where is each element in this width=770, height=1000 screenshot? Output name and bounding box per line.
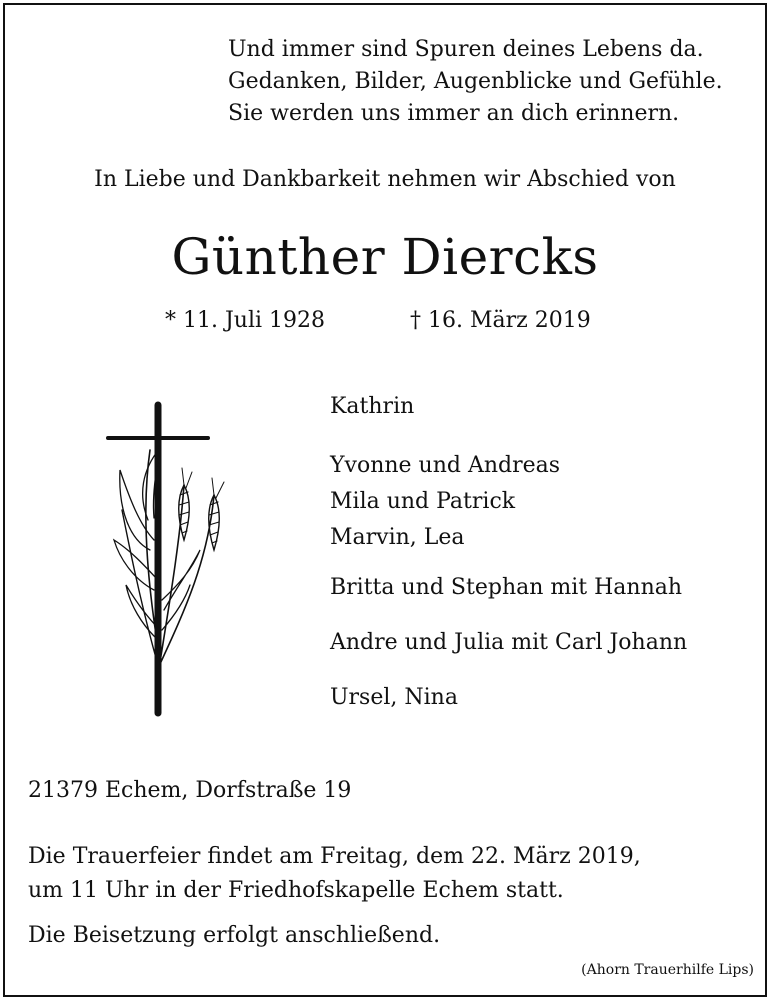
death-date: † 16. März 2019 <box>410 308 591 333</box>
mourner-line: Ursel, Nina <box>330 685 458 710</box>
birth-date: * 11. Juli 1928 <box>165 308 326 333</box>
poem-line: Und immer sind Spuren deines Lebens da. <box>228 37 704 62</box>
service-line: Die Trauerfeier findet am Freitag, dem 22. März 2019, <box>28 844 641 869</box>
mourner-line: Andre und Julia mit Carl Johann <box>330 630 688 655</box>
undertaker-credit: (Ahorn Trauerhilfe Lips) <box>581 962 754 978</box>
mourner-group <box>330 630 687 655</box>
mourner-line: Britta und Stephan mit Hannah <box>330 575 683 600</box>
service-line: um 11 Uhr in der Friedhofskapelle Echem statt. <box>28 878 564 903</box>
deceased-name: Günther Diercks <box>171 228 599 286</box>
mourner-line: Yvonne und Andreas <box>330 453 561 478</box>
poem-line: Sie werden uns immer an dich erinnern. <box>228 101 680 126</box>
cross-with-wheat-icon <box>100 400 235 720</box>
mourner-group <box>330 448 560 556</box>
mourner-group <box>330 575 682 600</box>
mourner-line: Mila und Patrick <box>330 489 516 514</box>
family-address: 21379 Echem, Dorfstraße 19 <box>28 778 352 803</box>
mourner-line: Kathrin <box>330 394 415 419</box>
burial-info: Die Beisetzung erfolgt anschließend. <box>28 923 441 948</box>
poem <box>228 34 723 130</box>
mourner-group <box>330 685 458 710</box>
funeral-service-info <box>28 840 641 908</box>
poem-line: Gedanken, Bilder, Augenblicke und Gefühle. <box>228 69 723 94</box>
intro-text: In Liebe und Dankbarkeit nehmen wir Abschied von <box>94 167 676 192</box>
mourner-group <box>330 394 414 419</box>
mourner-line: Marvin, Lea <box>330 525 465 550</box>
